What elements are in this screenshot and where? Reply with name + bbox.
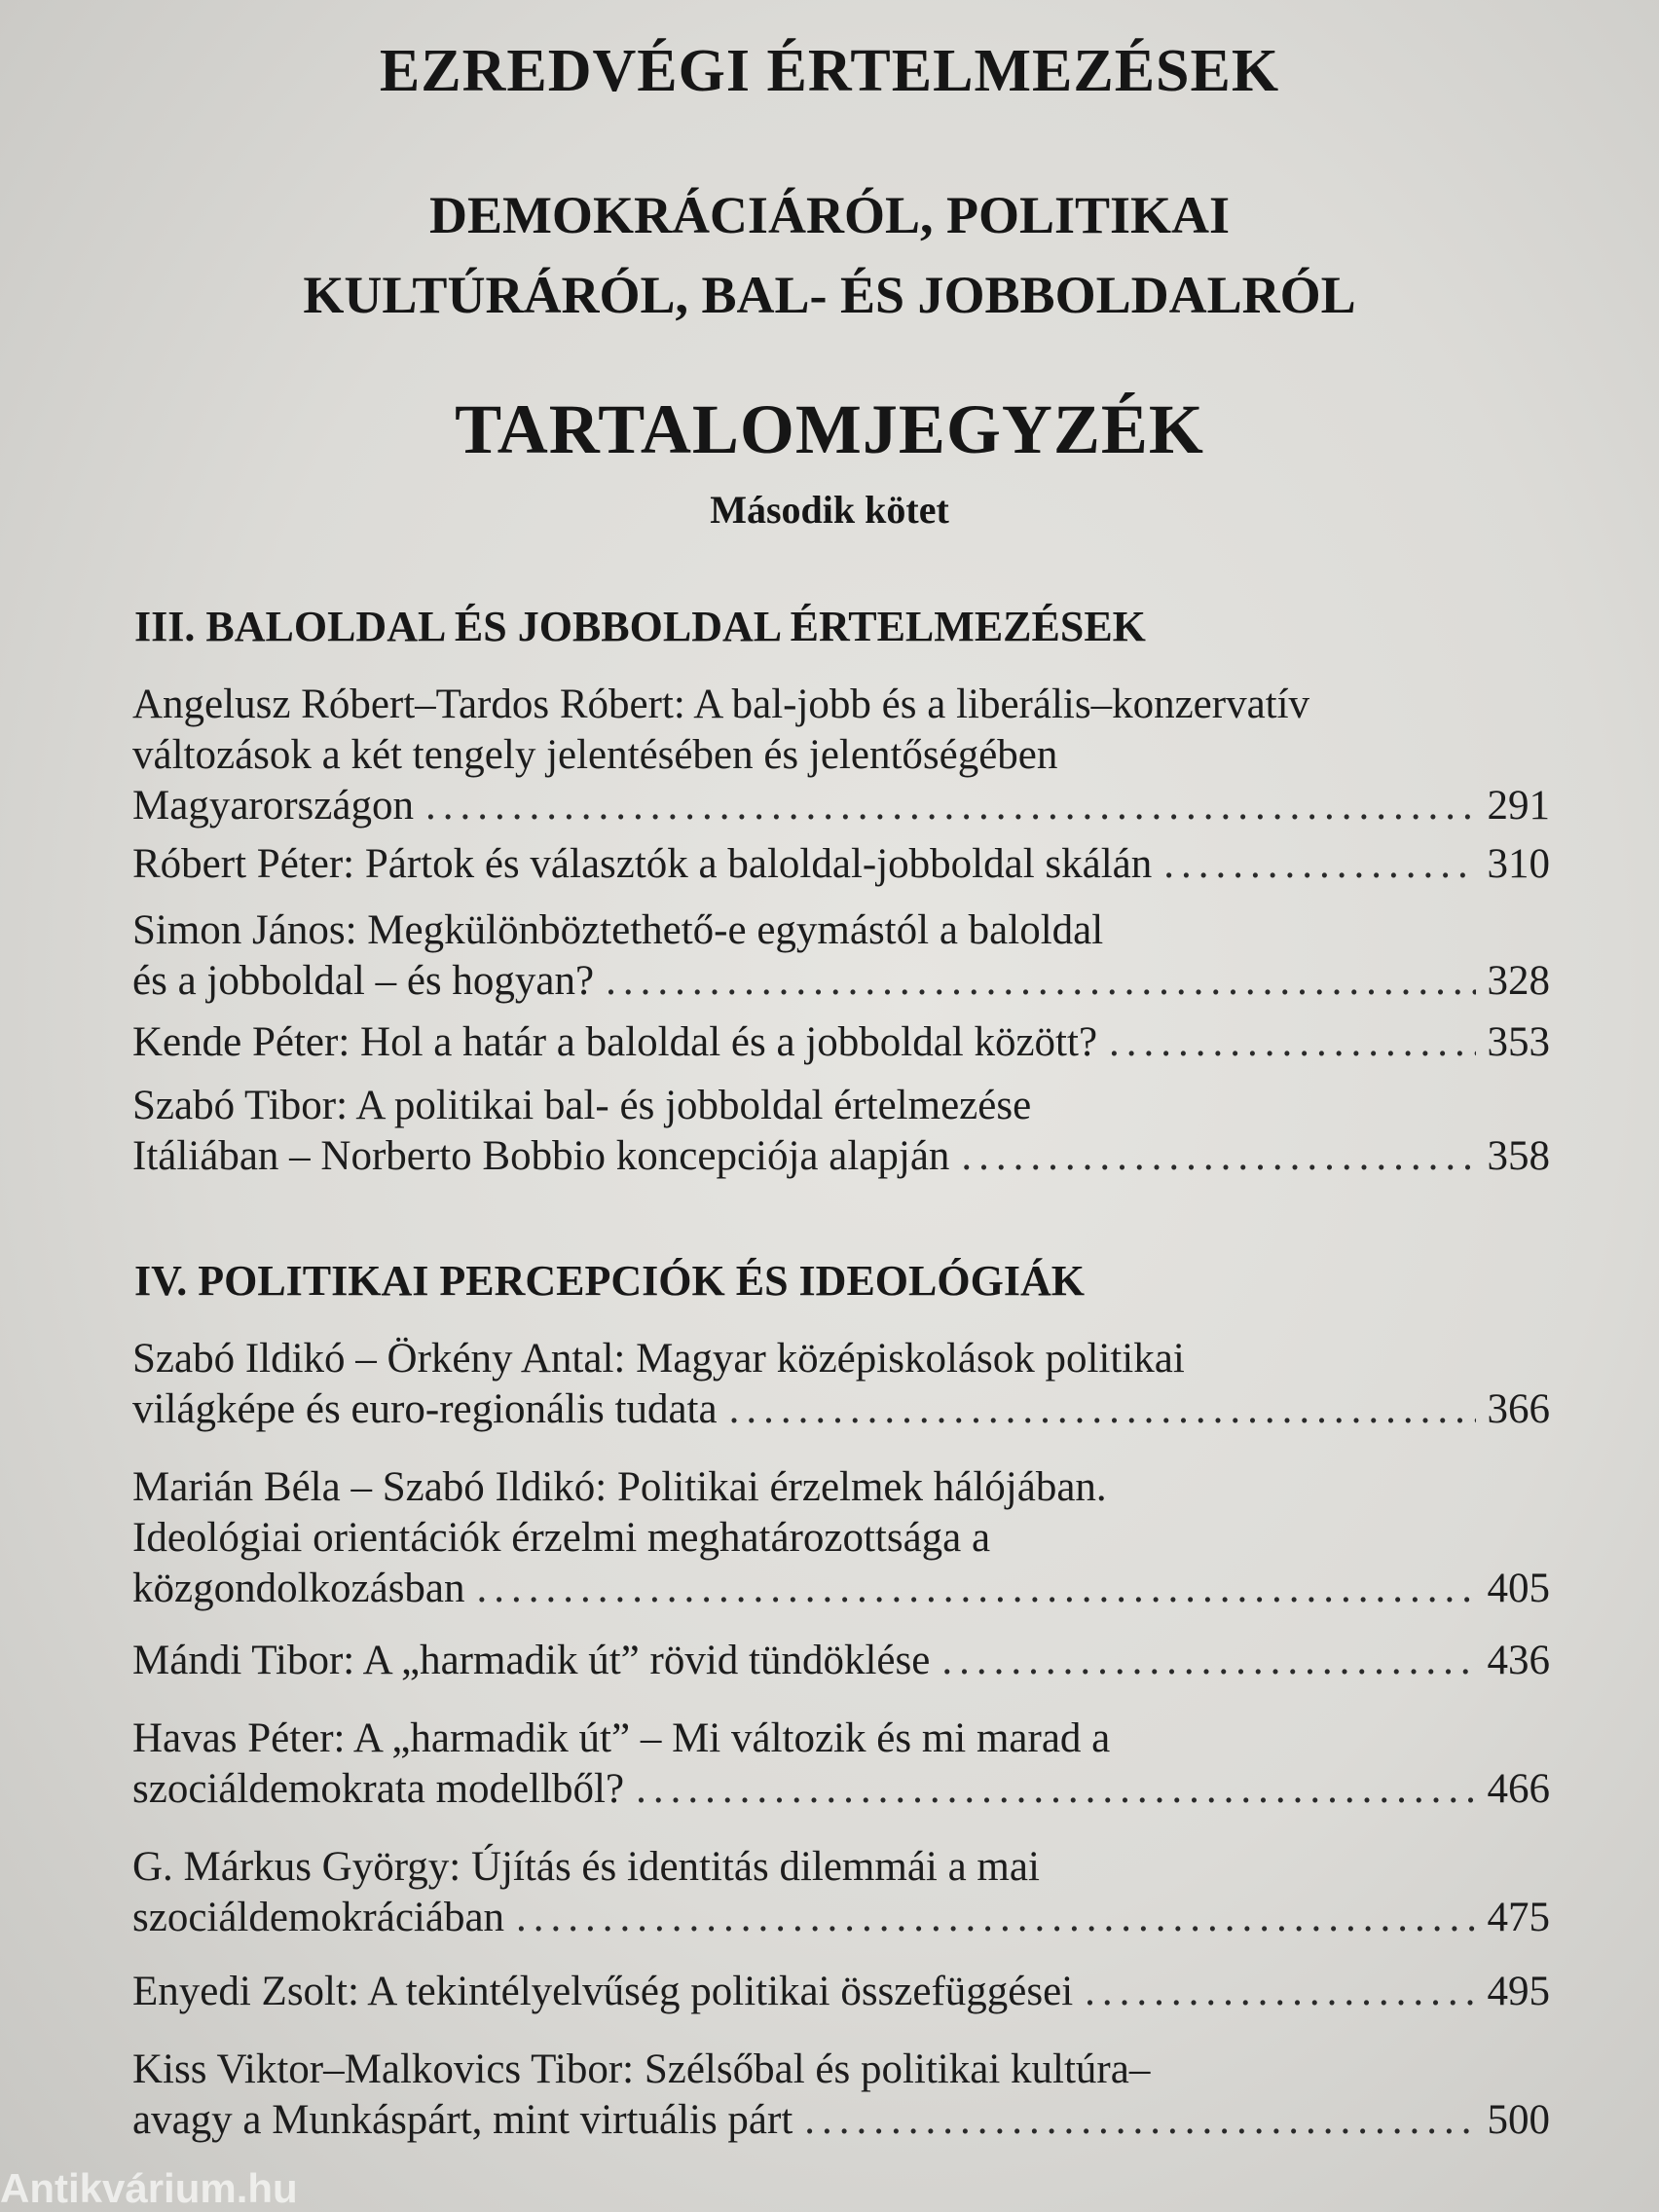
page-number: 358 bbox=[1487, 1133, 1550, 1179]
page-number: 310 bbox=[1487, 841, 1550, 887]
dot-leader bbox=[941, 1636, 1475, 1686]
entry-text: Itáliában – Norberto Bobbio koncepciója alapján bbox=[132, 1133, 950, 1179]
entry-text: Havas Péter: A „harmadik út” – Mi változik és mi marad a bbox=[132, 1715, 1111, 1761]
dot-leader bbox=[729, 1384, 1476, 1435]
toc-entry[interactable] bbox=[132, 680, 1550, 831]
page-number: 475 bbox=[1487, 1895, 1550, 1940]
toc-entry[interactable] bbox=[132, 839, 1550, 890]
watermark: Antikvárium.hu bbox=[0, 2165, 298, 2211]
toc-entry[interactable] bbox=[132, 2045, 1550, 2146]
entry-text: Szabó Tibor: A politikai bal- és jobboldal értelmezése bbox=[132, 1083, 1032, 1128]
dot-leader bbox=[1163, 839, 1475, 890]
entry-text: és a jobboldal – és hogyan? bbox=[132, 958, 595, 1004]
section-heading: III. BALOLDAL ÉS JOBBOLDAL ÉRTELMEZÉSEK bbox=[134, 603, 1146, 650]
entry-text: Kende Péter: Hol a határ a baloldal és a jobboldal között? bbox=[132, 1019, 1098, 1065]
toc-entry[interactable] bbox=[132, 1017, 1550, 1068]
page-number: 466 bbox=[1487, 1766, 1550, 1812]
entry-text: világképe és euro-regionális tudata bbox=[132, 1386, 718, 1432]
entry-text: Ideológiai orientációk érzelmi meghatározottsága a bbox=[132, 1515, 991, 1561]
entry-text: szociáldemokrata modellből? bbox=[132, 1766, 625, 1812]
page-number: 495 bbox=[1487, 1969, 1550, 2014]
section-heading: IV. POLITIKAI PERCEPCIÓK ÉS IDEOLÓGIÁK bbox=[134, 1257, 1085, 1305]
dot-leader bbox=[636, 1764, 1475, 1815]
dot-leader bbox=[477, 1564, 1476, 1614]
dot-leader bbox=[961, 1131, 1475, 1182]
toc-entry[interactable] bbox=[132, 1636, 1550, 1686]
entry-text: Enyedi Zsolt: A tekintélyelvűség politikai összefüggései bbox=[132, 1969, 1074, 2014]
toc-entry[interactable] bbox=[132, 1462, 1550, 1614]
entry-text: Szabó Ildikó – Örkény Antal: Magyar középiskolások politikai bbox=[132, 1336, 1185, 1382]
entry-text: Simon János: Megkülönböztethető-e egymástól a baloldal bbox=[132, 907, 1104, 953]
page-number: 500 bbox=[1487, 2097, 1550, 2143]
toc-entry[interactable] bbox=[132, 1967, 1550, 2017]
page-number: 405 bbox=[1487, 1566, 1550, 1611]
dot-leader bbox=[804, 2095, 1475, 2146]
dot-leader bbox=[606, 956, 1475, 1007]
page-number: 353 bbox=[1487, 1019, 1550, 1065]
entry-text: közgondolkozásban bbox=[132, 1566, 465, 1611]
dot-leader bbox=[425, 781, 1476, 831]
toc-entry[interactable] bbox=[132, 1842, 1550, 1943]
entry-text: Marián Béla – Szabó Ildikó: Politikai érzelmek hálójában. bbox=[132, 1464, 1107, 1510]
entry-text: Kiss Viktor–Malkovics Tibor: Szélsőbal és politikai kultúra– bbox=[132, 2046, 1151, 2092]
entry-text: G. Márkus György: Újítás és identitás dilemmái a mai bbox=[132, 1844, 1040, 1890]
entry-text: Róbert Péter: Pártok és választók a baloldal-jobboldal skálán bbox=[132, 841, 1153, 887]
dot-leader bbox=[1085, 1967, 1475, 2017]
toc-title: TARTALOMJEGYZÉK bbox=[455, 390, 1204, 468]
subtitle-line: KULTÚRÁRÓL, BAL- ÉS JOBBOLDALRÓL bbox=[303, 266, 1356, 324]
book-subtitle bbox=[0, 175, 1659, 335]
toc-entry[interactable] bbox=[132, 1714, 1550, 1815]
page-number: 436 bbox=[1487, 1638, 1550, 1683]
toc-entry[interactable] bbox=[132, 1081, 1550, 1182]
subtitle-line: DEMOKRÁCIÁRÓL, POLITIKAI bbox=[428, 186, 1231, 244]
page-number: 366 bbox=[1487, 1386, 1550, 1432]
entry-text: Mándi Tibor: A „harmadik út” rövid tündöklése bbox=[132, 1638, 931, 1683]
entry-text: avagy a Munkáspárt, mint virtuális párt bbox=[132, 2097, 793, 2143]
series-title: EZREDVÉGI ÉRTELMEZÉSEK bbox=[379, 38, 1280, 104]
page-number: 328 bbox=[1487, 958, 1550, 1004]
dot-leader bbox=[516, 1893, 1475, 1943]
entry-text: Magyarországon bbox=[132, 783, 414, 829]
page-number: 291 bbox=[1487, 783, 1550, 829]
entry-text: szociáldemokráciában bbox=[132, 1895, 505, 1940]
entry-text: változások a két tengely jelentésében és jelentőségében bbox=[132, 732, 1058, 778]
volume-label: Második kötet bbox=[710, 488, 949, 532]
dot-leader bbox=[1109, 1017, 1475, 1068]
toc-entry[interactable] bbox=[132, 905, 1550, 1007]
entry-text: Angelusz Róbert–Tardos Róbert: A bal-jobb és a liberális–konzervatív bbox=[132, 682, 1310, 727]
toc-entry[interactable] bbox=[132, 1334, 1550, 1435]
